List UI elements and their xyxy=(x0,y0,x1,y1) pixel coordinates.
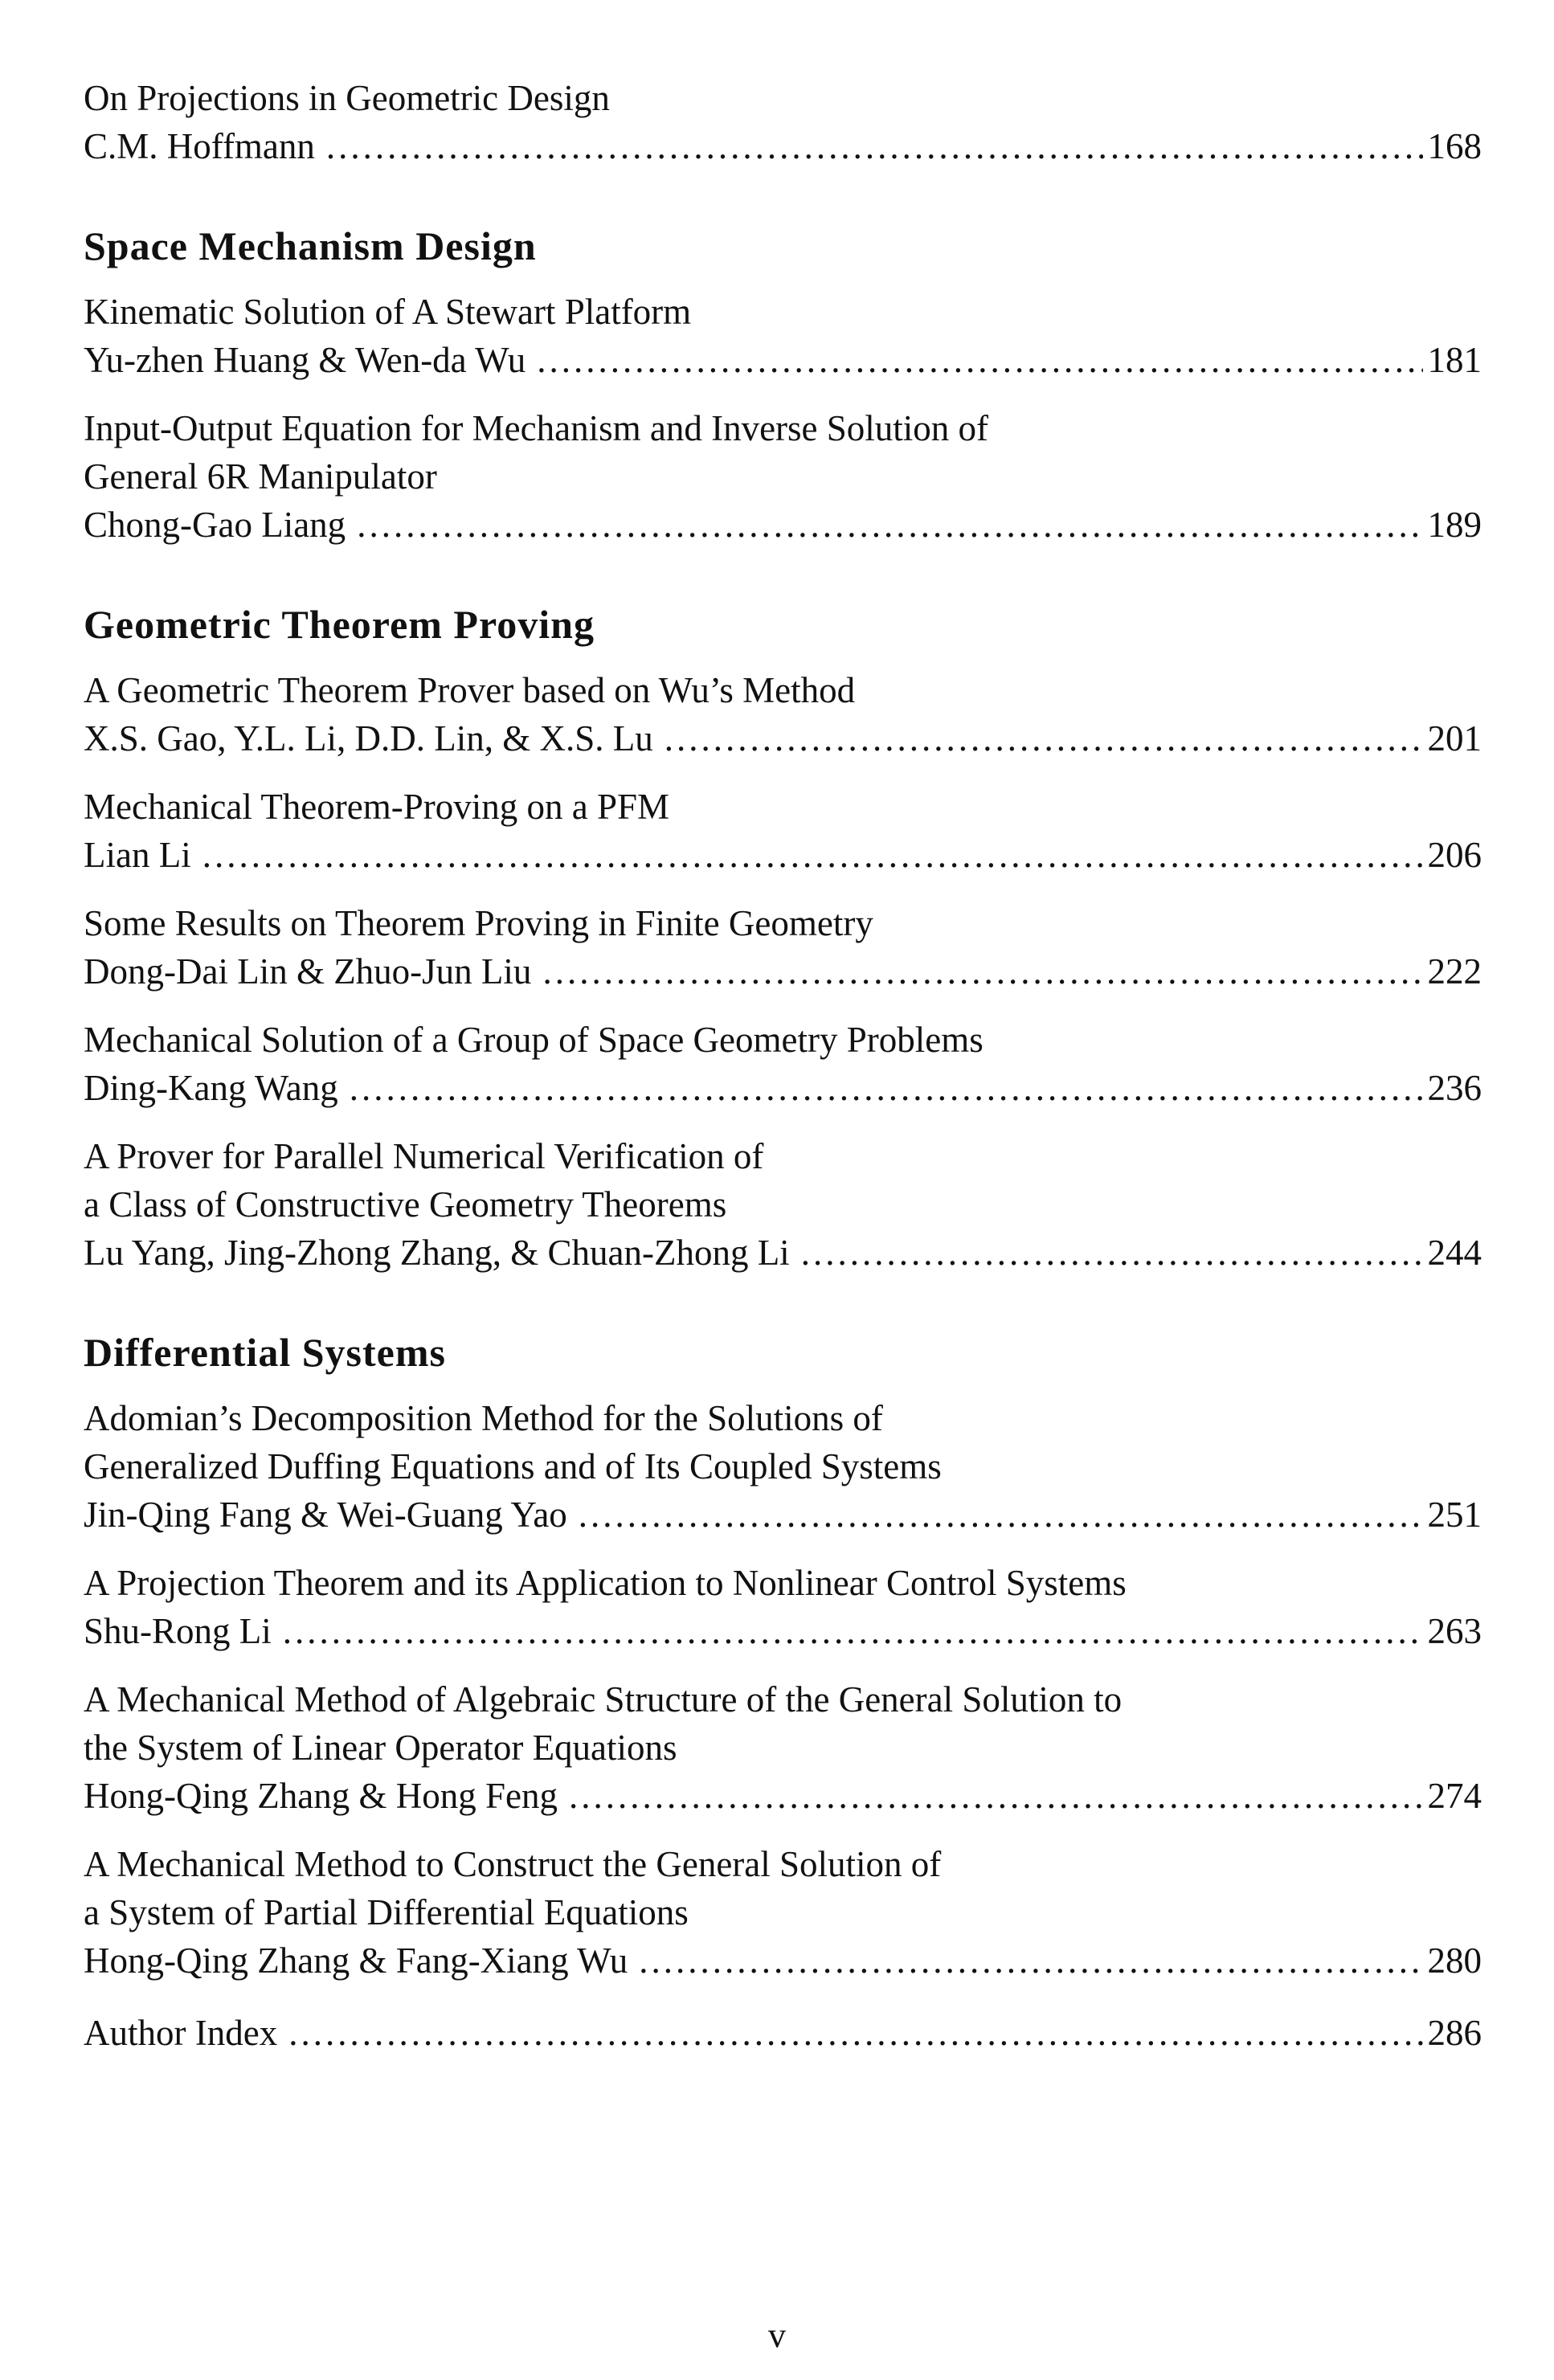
toc-entry xyxy=(84,783,1482,879)
entry-author-line xyxy=(84,1491,1482,1539)
toc-entry xyxy=(84,404,1482,549)
entry-author-line xyxy=(84,947,1482,996)
entry-title-line: Some Results on Theorem Proving in Finite Geometry xyxy=(84,903,873,943)
entry-title-line: Mechanical Solution of a Group of Space Geometry Problems xyxy=(84,1020,984,1060)
entry-author-line xyxy=(84,1936,1482,1985)
dot-leader xyxy=(665,714,1423,763)
entry-title-line: A Prover for Parallel Numerical Verification of xyxy=(84,1136,764,1176)
entry-author-line xyxy=(84,1229,1482,1277)
entry-title-line: a System of Partial Differential Equations xyxy=(84,1892,689,1932)
section-heading: Differential Systems xyxy=(84,1330,446,1375)
entry-page-number: 201 xyxy=(1427,718,1482,759)
entry-authors: Chong-Gao Liang xyxy=(84,505,346,545)
entry-authors: Dong-Dai Lin & Zhuo-Jun Liu xyxy=(84,951,532,992)
footer-page-number: v xyxy=(768,2316,786,2355)
dot-leader xyxy=(202,831,1423,879)
entry-author-line xyxy=(84,501,1482,549)
entry-page-number: 280 xyxy=(1427,1940,1482,1981)
author-index-line xyxy=(84,2009,1482,2057)
entry-authors: Shu-Rong Li xyxy=(84,1611,272,1651)
entry-title-line: A Geometric Theorem Prover based on Wu’s Method xyxy=(84,670,856,710)
entry-title-line: Mechanical Theorem-Proving on a PFM xyxy=(84,787,670,827)
dot-leader xyxy=(288,2009,1422,2057)
entry-authors: Lu Yang, Jing-Zhong Zhang, & Chuan-Zhong Li xyxy=(84,1233,790,1273)
dot-leader xyxy=(357,501,1422,549)
dot-leader xyxy=(350,1064,1423,1112)
entry-title-line: A Projection Theorem and its Application to Nonlinear Control Systems xyxy=(84,1563,1127,1603)
entry-authors: Hong-Qing Zhang & Fang-Xiang Wu xyxy=(84,1940,628,1981)
entry-title-line: Adomian’s Decomposition Method for the Solutions of xyxy=(84,1398,883,1438)
entry-title-line: Kinematic Solution of A Stewart Platform xyxy=(84,292,692,332)
entry-page-number: 236 xyxy=(1427,1068,1482,1108)
entry-title-line: A Mechanical Method to Construct the General Solution of xyxy=(84,1844,942,1884)
entry-author-line xyxy=(84,1607,1482,1655)
entry-authors: X.S. Gao, Y.L. Li, D.D. Lin, & X.S. Lu xyxy=(84,718,653,759)
toc-entry xyxy=(84,1132,1482,1277)
toc-entry xyxy=(84,1675,1482,1820)
entry-title-line: Input-Output Equation for Mechanism and Inverse Solution of xyxy=(84,408,989,448)
entry-authors: C.M. Hoffmann xyxy=(84,126,315,166)
toc-entry xyxy=(84,1840,1482,1985)
toc-entry xyxy=(84,74,1482,170)
entry-author-line xyxy=(84,1772,1482,1820)
toc-entry xyxy=(84,1016,1482,1112)
dot-leader xyxy=(537,336,1422,384)
toc-entry xyxy=(84,288,1482,384)
entry-page-number: 206 xyxy=(1427,835,1482,875)
entry-title-line: General 6R Manipulator xyxy=(84,456,437,497)
toc-entry xyxy=(84,1559,1482,1655)
entry-title-line: Generalized Duffing Equations and of Its Coupled Systems xyxy=(84,1446,942,1486)
entry-author-line xyxy=(84,714,1482,763)
toc-entry xyxy=(84,666,1482,763)
entry-page-number: 168 xyxy=(1427,126,1482,166)
dot-leader xyxy=(569,1772,1423,1820)
entry-page-number: 189 xyxy=(1427,505,1482,545)
entry-author-line xyxy=(84,831,1482,879)
dot-leader xyxy=(283,1607,1423,1655)
toc-entry xyxy=(84,1394,1482,1539)
dot-leader xyxy=(542,947,1422,996)
entry-author-line xyxy=(84,1064,1482,1112)
dot-leader xyxy=(801,1229,1423,1277)
entry-page-number: 244 xyxy=(1427,1233,1482,1273)
entry-authors: Hong-Qing Zhang & Hong Feng xyxy=(84,1776,558,1816)
entry-authors: Lian Li xyxy=(84,835,191,875)
entry-page-number: 251 xyxy=(1427,1495,1482,1535)
dot-leader xyxy=(326,122,1423,170)
entry-page-number: 222 xyxy=(1427,951,1482,992)
author-index-entry xyxy=(84,2009,1482,2057)
entry-page-number: 181 xyxy=(1427,340,1482,380)
entry-title-line: a Class of Constructive Geometry Theorems xyxy=(84,1184,727,1225)
table-of-contents xyxy=(84,74,1482,2057)
author-index-label: Author Index xyxy=(84,2013,278,2053)
author-index-page-number: 286 xyxy=(1427,2013,1482,2053)
entry-page-number: 263 xyxy=(1427,1611,1482,1651)
entry-authors: Ding-Kang Wang xyxy=(84,1068,338,1108)
entry-author-line xyxy=(84,122,1482,170)
dot-leader xyxy=(579,1491,1423,1539)
entry-author-line xyxy=(84,336,1482,384)
section-heading: Space Mechanism Design xyxy=(84,223,537,268)
toc-entry xyxy=(84,899,1482,996)
dot-leader xyxy=(639,1936,1422,1985)
entry-title-line: On Projections in Geometric Design xyxy=(84,78,610,118)
entry-page-number: 274 xyxy=(1427,1776,1482,1816)
entry-title-line: the System of Linear Operator Equations xyxy=(84,1728,677,1768)
entry-authors: Jin-Qing Fang & Wei-Guang Yao xyxy=(84,1495,567,1535)
section-heading: Geometric Theorem Proving xyxy=(84,602,595,647)
entry-authors: Yu-zhen Huang & Wen-da Wu xyxy=(84,340,526,380)
entry-title-line: A Mechanical Method of Algebraic Structure of the General Solution to xyxy=(84,1679,1123,1720)
